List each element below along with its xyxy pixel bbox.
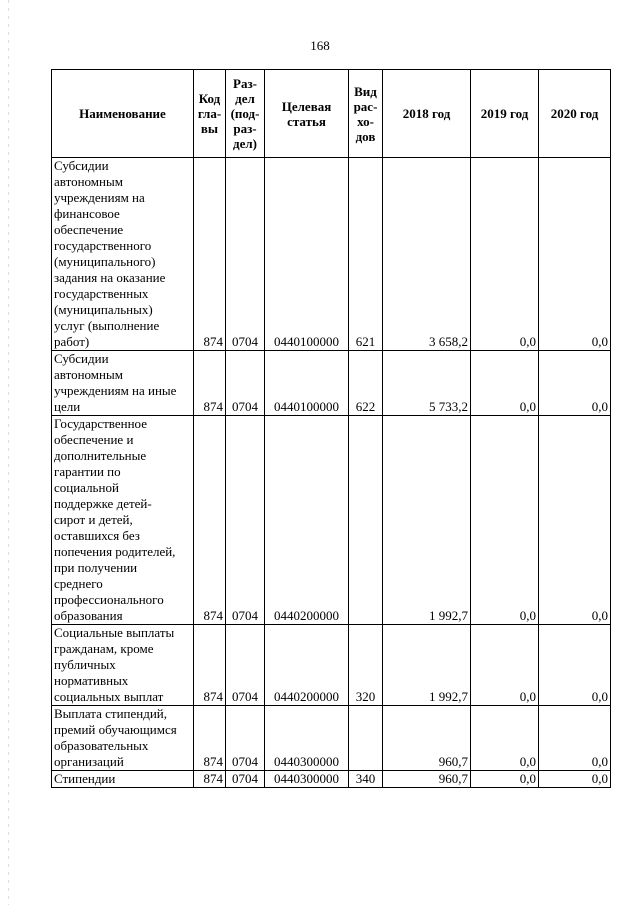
cell-name [52,706,194,771]
budget-table [51,69,611,788]
cell-chapter: 874 [194,351,226,416]
cell-name [52,158,194,351]
cell-chapter: 874 [194,771,226,788]
name-line: профессионального [54,592,164,607]
header-line: (под- [230,106,260,121]
name-line: оставшихся без [54,528,140,543]
name-line: (муниципального) [54,254,156,269]
name-line: обеспечение [54,222,124,237]
name-line: Субсидии [54,351,109,366]
cell-2020: 0,0 [539,351,611,416]
name-line: образовательных [54,738,149,753]
header-2018: 2018 год [383,70,471,158]
cell-target: 0440100000 [265,158,349,351]
cell-2018: 5 733,2 [383,351,471,416]
cell-target: 0440300000 [265,771,349,788]
cell-expense: 320 [349,625,383,706]
cell-expense [349,416,383,625]
name-line: социальных выплат [54,689,164,704]
header-line: раз- [233,121,257,136]
name-line: Субсидии [54,158,109,173]
cell-expense: 621 [349,158,383,351]
name-line: среднего [54,576,103,591]
scan-edge-marks [8,0,9,905]
header-line: рас- [353,98,378,114]
header-line: Раз- [233,76,257,91]
name-line: (муниципальных) [54,302,153,317]
name-line: учреждениям на иные [54,383,177,398]
cell-chapter: 874 [194,158,226,351]
cell-section: 0704 [226,158,265,351]
table-row [52,771,611,788]
cell-2020: 0,0 [539,158,611,351]
name-line: при получении [54,560,138,575]
name-line: услуг (выполнение [54,318,160,333]
header-line: Код [198,91,221,106]
name-line: Выплата стипендий, [54,706,168,721]
table-row [52,416,611,625]
name-line: гражданам, кроме [54,641,154,656]
header-line: Вид [354,83,377,99]
cell-target: 0440300000 [265,706,349,771]
cell-section: 0704 [226,771,265,788]
header-target [265,70,349,158]
cell-2019: 0,0 [471,706,539,771]
name-line: публичных [54,657,116,672]
table-row [52,625,611,706]
header-chapter [194,70,226,158]
cell-chapter: 874 [194,625,226,706]
name-line: организаций [54,754,124,769]
cell-2019: 0,0 [471,625,539,706]
cell-2020: 0,0 [539,625,611,706]
cell-expense: 622 [349,351,383,416]
header-line: хо- [357,113,374,129]
header-2020: 2020 год [539,70,611,158]
cell-section: 0704 [226,351,265,416]
name-line: сирот и детей, [54,512,133,527]
name-line: Социальные выплаты [54,625,175,640]
name-line: финансовое [54,206,120,221]
header-line: дел) [233,136,257,151]
cell-expense [349,706,383,771]
cell-section: 0704 [226,625,265,706]
name-line: Стипендии [54,771,116,786]
name-line: задания на оказание [54,270,166,285]
cell-target: 0440100000 [265,351,349,416]
cell-2019: 0,0 [471,771,539,788]
name-line: государственных [54,286,149,301]
name-line: нормативных [54,673,129,688]
name-line: премий обучающимся [54,722,177,737]
table-body [52,158,611,788]
cell-2019: 0,0 [471,416,539,625]
cell-expense: 340 [349,771,383,788]
name-line: обеспечение и [54,432,134,447]
name-line: государственного [54,238,152,253]
cell-2019: 0,0 [471,351,539,416]
header-line: вы [200,121,219,136]
name-line: автономным [54,367,123,382]
name-line: Государственное [54,416,147,431]
header-line: дов [355,128,376,144]
name-line: цели [54,399,81,414]
name-line: социальной [54,480,119,495]
header-line: дел [235,91,255,106]
name-line: учреждениям на [54,190,145,205]
header-name: Наименование [52,70,194,158]
cell-chapter: 874 [194,416,226,625]
name-line: попечения родителей, [54,544,176,559]
cell-2020: 0,0 [539,706,611,771]
table-row [52,351,611,416]
cell-name [52,351,194,416]
header-row [52,70,611,158]
name-line: образования [54,608,123,623]
cell-2018: 3 658,2 [383,158,471,351]
cell-2018: 1 992,7 [383,625,471,706]
header-2019: 2019 год [471,70,539,158]
header-line: Целевая [281,98,332,114]
header-expense [349,70,383,158]
name-line: дополнительные [54,448,147,463]
cell-section: 0704 [226,416,265,625]
header-line: статья [287,113,326,129]
cell-2020: 0,0 [539,416,611,625]
cell-2020: 0,0 [539,771,611,788]
name-line: работ) [54,334,90,349]
cell-name [52,625,194,706]
cell-target: 0440200000 [265,416,349,625]
header-section [226,70,265,158]
cell-2018: 960,7 [383,706,471,771]
table-row [52,706,611,771]
name-line: автономным [54,174,123,189]
cell-name [52,416,194,625]
header-line: гла- [197,106,222,121]
table-row [52,158,611,351]
page-number: 168 [310,38,330,53]
name-line: поддержке детей- [54,496,152,511]
cell-target: 0440200000 [265,625,349,706]
cell-chapter: 874 [194,706,226,771]
cell-name [52,771,194,788]
cell-2018: 960,7 [383,771,471,788]
name-line: гарантии по [54,464,121,479]
cell-2018: 1 992,7 [383,416,471,625]
cell-section: 0704 [226,706,265,771]
cell-2019: 0,0 [471,158,539,351]
